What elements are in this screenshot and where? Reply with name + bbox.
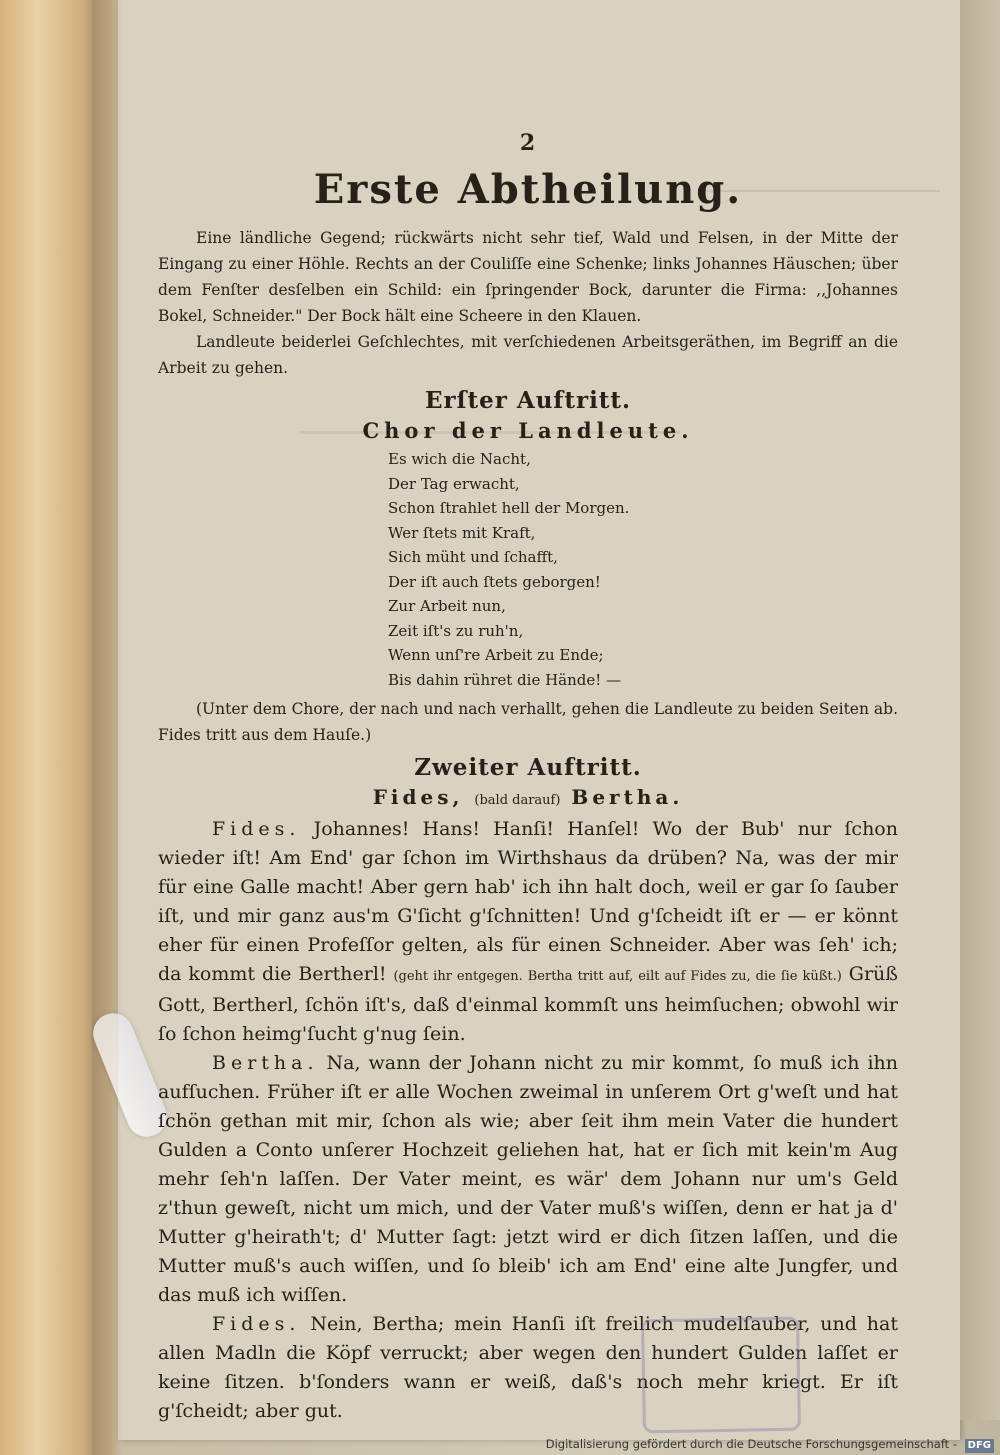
dfg-logo-icon: DFG	[965, 1439, 994, 1453]
library-stamp	[641, 1317, 801, 1434]
verse-line: Zur Arbeit nun,	[388, 597, 506, 615]
page-number: 2	[519, 130, 537, 156]
speech-text: Johannes! Hans! Hanſi! Hanſel! Wo der Bub' nur ſchon wieder iſt! Am End' gar ſchon im Wirthshaus da drüben? Na, was der mir für eine Galle macht! Aber gern hab' ich ihn halt doch, weil er gar ſo ſauber iſt, und mir ganz aus'm G'ſicht g'ſchnitten! Und g'ſcheidt iſt er — er könnt eher für einen Profeſſor gelten, als für einen Schneider. Aber was ſeh' ich; da kommt die Bertherl!	[158, 818, 898, 985]
verse-line: Zeit iſt's zu ruh'n,	[388, 621, 524, 640]
stage-direction: Eine ländliche Gegend; rückwärts nicht sehr tief, Wald und Felsen, in der Mitte der Eingang zu einer Höhle. Rechts an der Couliſſe eine Schenke; links Johannes Häuschen; über dem Fenſter desſelben ein Schild: ein ſpringender Bock, darunter die Firma: ,,Johannes Bokel, Schneider." Der Bock hält eine Scheere in den Klauen.	[158, 229, 898, 325]
dialogue-paragraph	[158, 1049, 898, 1310]
verse-line: Sich müht und ſchafft,	[388, 548, 558, 566]
stage-direction: Landleute beiderlei Geſchlechtes, mit verſchiedenen Arbeitsgeräthen, im Begriff an die Arbeit zu gehen.	[158, 333, 898, 377]
speech-text: Nein, Bertha; mein Hanſi iſt freilich mudelſauber, und hat allen Madln die Köpf verruckt; aber wegen den hundert Gulden laſſet er keine ſitzen. b'ſonders wann er weiß, daß's noch mehr kriegt. Er iſt g'ſcheidt; aber gut.	[158, 1313, 898, 1422]
verse-line: Wer ſtets mit Kraft,	[388, 523, 536, 542]
page-content	[158, 130, 898, 1426]
verse-line: Der iſt auch ſtets geborgen!	[388, 572, 601, 591]
speech-text: Na, wann der Johann nicht zu mir kommt, ſo muß ich ihn aufſuchen. Früher iſt er alle Wochen zweimal in unſerem Ort g'weſt und hat ſchön gethan mit mir, ſchon als wie; aber ſeit ihm mein Vater die hundert Gulden a Conto unſerer Hochzeit geliehen hat, hat er ſich mit kein'm Aug mehr ſeh'n laſſen. Der Vater meint, es wär' dem Johann nur um's Geld z'thun geweſt, nicht um mich, und der Vater muß's wiſſen, denn er hat ja d' Mutter g'heirath't; d' Mutter ſagt: jetzt wird er dich ſitzen laſſen, und die Mutter muß's auch wiſſen, und ſo bleib' ich am End' eine alte Jungfer, und das muß ich wiſſen.	[158, 1052, 898, 1306]
verse-line: Bis dahin rühret die Hände! —	[388, 670, 622, 689]
character-name: Bertha.	[571, 785, 684, 809]
scene-title: Zweiter Auftritt.	[414, 754, 642, 781]
verse-line: Schon ſtrahlet hell der Morgen.	[388, 499, 630, 517]
scene-characters	[158, 785, 898, 809]
speech-text: Grüß Gott, Bertherl, ſchön iſt's, daß d'einmal kommſt uns heimſuchen; obwohl wir ſo ſchon heimg'ſucht g'nug ſein.	[158, 963, 898, 1045]
chorus-title: Chor der Landleute.	[362, 418, 694, 443]
digitization-footer	[0, 1433, 1000, 1455]
section-title: Erste Abtheilung.	[313, 166, 743, 213]
footer-credit: Digitalisierung gefördert durch die Deutsche Forschungsgemeinschaft -	[545, 1437, 957, 1451]
speaker-name: Bertha.	[212, 1052, 319, 1074]
inline-stage-direction: (geht ihr entgegen. Bertha tritt auf, eilt auf Fides zu, die ſie küßt.)	[393, 969, 842, 984]
verse-line: Der Tag erwacht,	[388, 474, 520, 493]
verse-line: Es wich die Nacht,	[388, 450, 531, 468]
scene-title: Erſter Auftritt.	[424, 387, 632, 414]
book-cover-edge	[0, 0, 92, 1455]
dialogue-paragraph	[158, 815, 898, 1049]
verse-line: Wenn unſ're Arbeit zu Ende;	[388, 646, 604, 664]
character-name: Fides,	[372, 785, 464, 809]
page-right-edge	[960, 0, 1000, 1420]
chorus-verse	[388, 447, 898, 692]
spine-shadow	[92, 0, 122, 1455]
character-note: (bald darauf)	[474, 793, 561, 808]
stage-direction: (Unter dem Chore, der nach und nach verhallt, gehen die Landleute zu beiden Seiten ab. Fides tritt aus dem Hauſe.)	[158, 700, 898, 744]
speaker-name: Fides.	[212, 1313, 301, 1335]
speaker-name: Fides.	[212, 818, 301, 840]
